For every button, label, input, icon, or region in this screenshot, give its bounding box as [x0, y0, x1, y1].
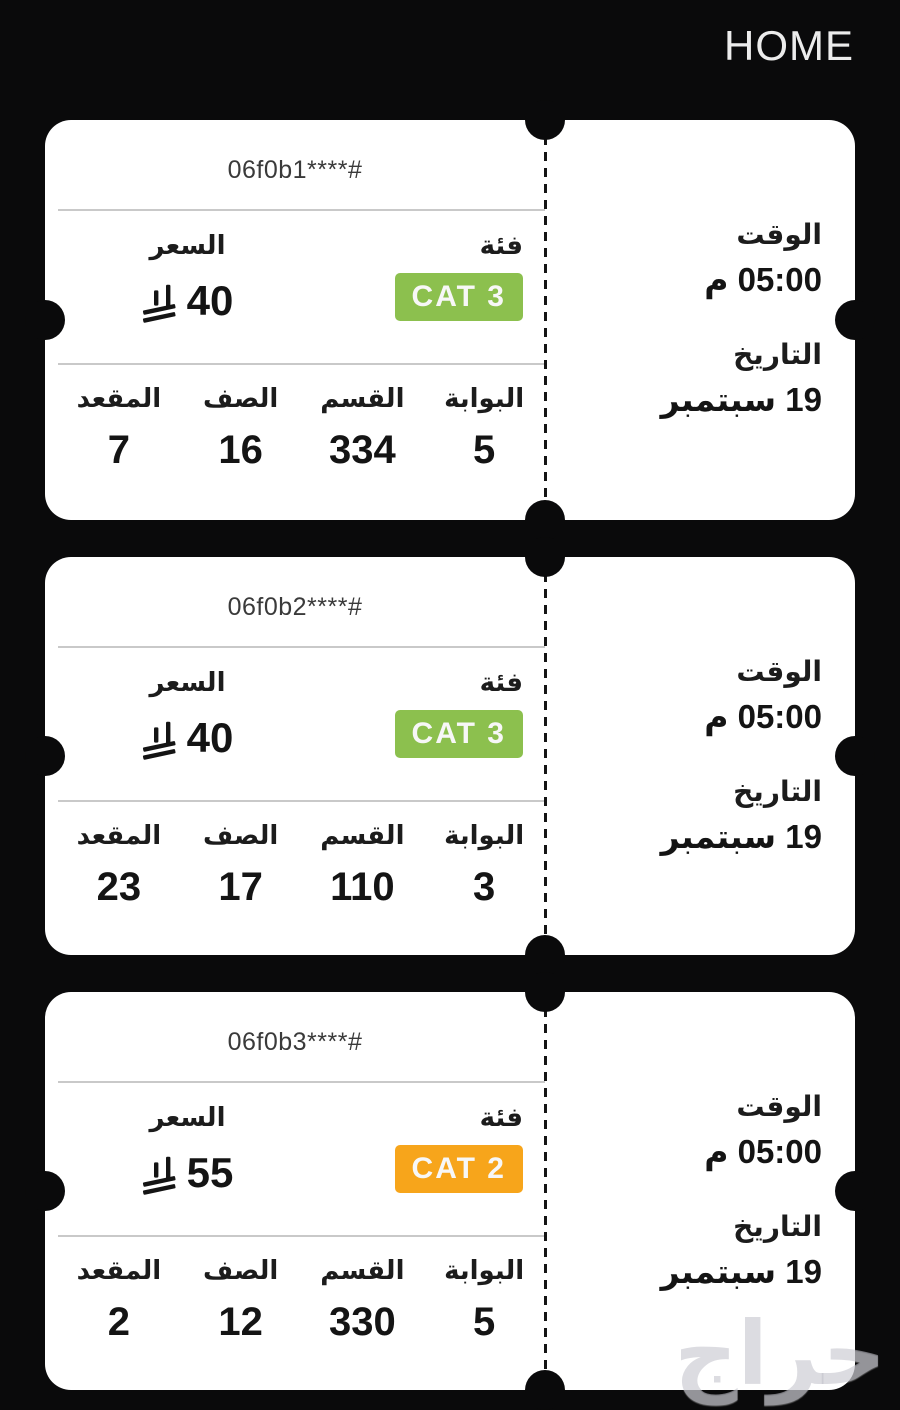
row-cell	[180, 382, 302, 472]
saudi-riyal-icon	[142, 1156, 178, 1196]
category-badge: CAT 3	[395, 273, 523, 321]
divider	[58, 363, 545, 365]
notch	[835, 300, 875, 340]
category-badge: CAT 3	[395, 710, 523, 758]
time-date-section	[545, 992, 855, 1390]
price-value: 40	[186, 714, 234, 761]
gate-cell	[423, 819, 545, 909]
price-column	[100, 1102, 275, 1197]
price-column	[100, 230, 275, 325]
haraj-watermark: حراج	[674, 1304, 886, 1403]
perforation-line	[544, 557, 547, 955]
section-cell	[302, 1254, 424, 1344]
price-label: السعر	[149, 667, 226, 697]
date-label: التاريخ	[733, 776, 822, 807]
category-column	[395, 1102, 523, 1193]
ticket-card[interactable]	[45, 120, 855, 520]
notch	[525, 500, 565, 540]
seat-cell	[58, 382, 180, 472]
price-label: السعر	[149, 1102, 226, 1132]
seat-label: المقعد	[76, 383, 162, 413]
seat-value: 2	[107, 1300, 130, 1344]
seating-row	[58, 1254, 545, 1344]
perforation-line	[544, 120, 547, 520]
divider	[58, 646, 545, 648]
notch	[25, 736, 65, 776]
date-label: التاريخ	[733, 339, 822, 370]
gate-label: البوابة	[444, 383, 525, 413]
price-label: السعر	[149, 230, 226, 260]
gate-label: البوابة	[444, 820, 525, 850]
category-column	[395, 230, 523, 321]
ticket-number: 06f0b3****#	[227, 1028, 363, 1056]
category-label: فئة	[479, 230, 523, 260]
row-label: الصف	[202, 383, 279, 413]
seat-label: المقعد	[76, 1255, 162, 1285]
seat-cell	[58, 1254, 180, 1344]
notch	[525, 1370, 565, 1410]
row-value: 16	[218, 428, 263, 472]
notch	[25, 300, 65, 340]
time-value: 05:00 م	[704, 261, 822, 298]
section-value: 110	[330, 865, 395, 909]
price-value: 40	[186, 277, 234, 324]
ticket-card[interactable]	[45, 992, 855, 1390]
notch	[25, 1171, 65, 1211]
seating-row	[58, 382, 545, 472]
section-label: القسم	[320, 1255, 405, 1285]
saudi-riyal-icon	[142, 284, 178, 324]
seat-cell	[58, 819, 180, 909]
section-cell	[302, 382, 424, 472]
gate-value: 5	[473, 1300, 496, 1344]
date-value: 19 سبتمبر	[660, 381, 822, 418]
gate-label: البوابة	[444, 1255, 525, 1285]
time-value: 05:00 م	[704, 698, 822, 735]
time-label: الوقت	[736, 1091, 822, 1122]
seat-value: 23	[96, 865, 142, 909]
section-cell	[302, 819, 424, 909]
seat-label: المقعد	[76, 820, 162, 850]
row-value: 12	[218, 1300, 263, 1344]
price-value: 55	[186, 1149, 234, 1196]
row-value: 17	[218, 865, 263, 909]
saudi-riyal-icon	[142, 721, 178, 761]
date-label: التاريخ	[733, 1211, 822, 1242]
time-label: الوقت	[736, 656, 822, 687]
category-label: فئة	[479, 1102, 523, 1132]
notch	[525, 935, 565, 975]
notch	[835, 1171, 875, 1211]
gate-value: 3	[473, 865, 496, 909]
gate-cell	[423, 382, 545, 472]
ticket-details-section	[45, 992, 545, 1390]
time-date-section	[545, 557, 855, 955]
gate-value: 5	[473, 428, 496, 472]
seat-value: 7	[107, 428, 130, 472]
section-value: 330	[329, 1300, 396, 1344]
notch	[835, 736, 875, 776]
section-label: القسم	[320, 383, 405, 413]
home-button[interactable]: HOME	[724, 22, 854, 69]
section-value: 334	[329, 428, 396, 472]
divider	[58, 1235, 545, 1237]
notch	[525, 972, 565, 1012]
ticket-number: 06f0b1****#	[227, 156, 363, 184]
divider	[58, 800, 545, 802]
divider	[58, 1081, 545, 1083]
ticket-number: 06f0b2****#	[227, 593, 363, 621]
row-label: الصف	[202, 1255, 279, 1285]
divider	[58, 209, 545, 211]
row-cell	[180, 819, 302, 909]
row-label: الصف	[202, 820, 279, 850]
time-value: 05:00 م	[704, 1133, 822, 1170]
ticket-details-section	[45, 557, 545, 955]
section-label: القسم	[320, 820, 405, 850]
seating-row	[58, 819, 545, 909]
notch	[525, 100, 565, 140]
category-column	[395, 667, 523, 758]
category-badge: CAT 2	[395, 1145, 523, 1193]
price-column	[100, 667, 275, 762]
date-value: 19 سبتمبر	[660, 818, 822, 855]
notch	[525, 537, 565, 577]
time-date-section	[545, 120, 855, 520]
gate-cell	[423, 1254, 545, 1344]
ticket-card[interactable]	[45, 557, 855, 955]
date-value: 19 سبتمبر	[660, 1253, 822, 1290]
category-label: فئة	[479, 667, 523, 697]
perforation-line	[544, 992, 547, 1390]
row-cell	[180, 1254, 302, 1344]
ticket-details-section	[45, 120, 545, 520]
time-label: الوقت	[736, 219, 822, 250]
